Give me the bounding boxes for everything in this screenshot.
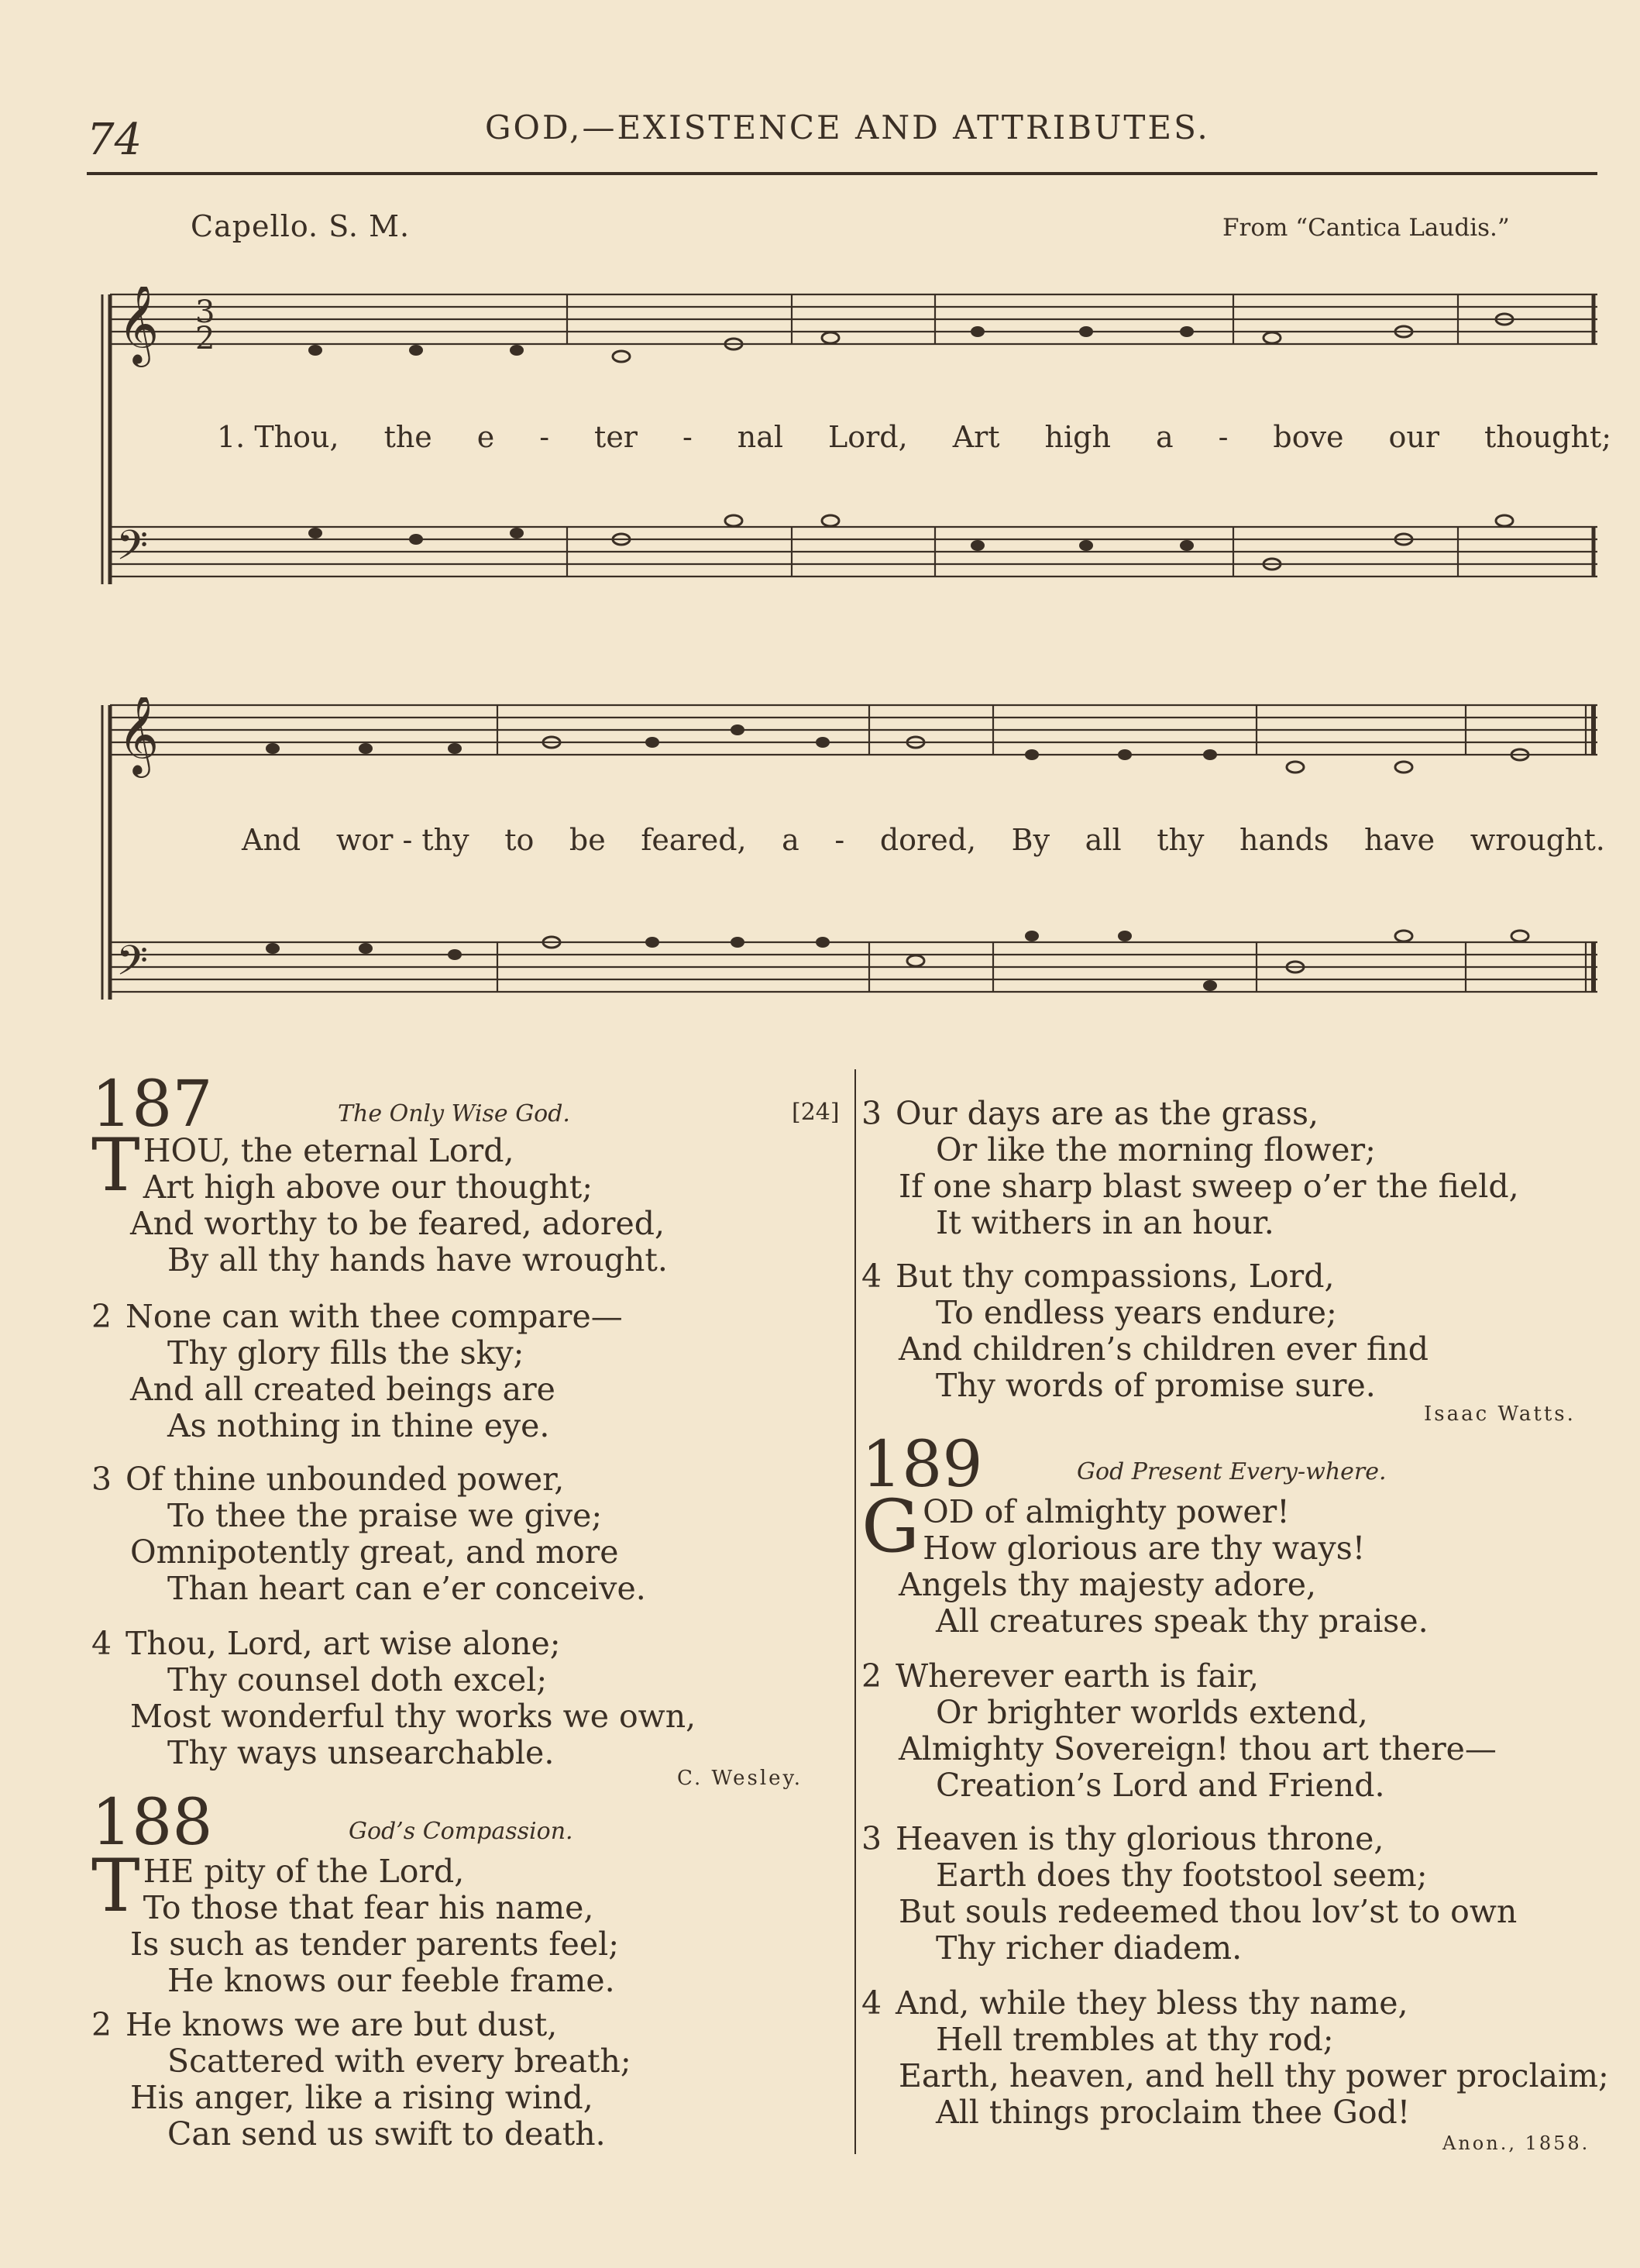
stanza-number: 4 — [861, 1984, 882, 2022]
lyric-syllable: thy — [1157, 823, 1205, 857]
bass-notes-1 — [308, 515, 1513, 570]
tune-meter: S. M. — [328, 209, 411, 243]
verse-line: If one sharp blast sweep o’er the field, — [899, 1168, 1519, 1205]
verse-line: Than heart can e’er conceive. — [167, 1570, 646, 1607]
bass-clef-icon: 𝄢 — [116, 938, 149, 995]
lyric-syllable: Art — [952, 420, 1000, 454]
verse-line: By all thy hands have wrought. — [167, 1241, 668, 1279]
stanza-number: 3 — [861, 1095, 882, 1132]
verse-line: But souls redeemed thou lov’st to own — [899, 1893, 1518, 1930]
lyric-syllable: wrought. — [1470, 823, 1605, 857]
lyric-syllable: e — [476, 420, 495, 454]
time-signature-3: 3 — [195, 294, 215, 330]
hymn-title: God’s Compassion. — [349, 1818, 573, 1845]
lyric-syllable: - — [682, 420, 693, 454]
verse-line: Art high above our thought; — [143, 1168, 593, 1206]
lyric-syllable: a — [782, 823, 799, 857]
verse-line: It withers in an hour. — [936, 1204, 1274, 1241]
lyric-syllable: nal — [737, 420, 784, 454]
stanza-number: 3 — [91, 1461, 112, 1498]
music-staves-2 — [87, 697, 1597, 1023]
lyric-syllable: to — [504, 823, 535, 857]
verse-line: All things proclaim thee God! — [936, 2094, 1411, 2131]
verse-line: Scattered with every breath; — [167, 2043, 631, 2080]
tune-name: Capello. — [191, 209, 319, 243]
lyric-syllable: wor - thy — [335, 823, 469, 857]
lyric-syllable: bove — [1273, 420, 1344, 454]
verse-line: Thou, Lord, art wise alone; — [125, 1625, 561, 1662]
verse-line: Or like the morning flower; — [936, 1131, 1376, 1168]
hymn-title: The Only Wise God. — [338, 1100, 570, 1127]
verse-line: Most wonderful thy works we own, — [130, 1698, 696, 1735]
verse-line: Our days are as the grass, — [896, 1095, 1319, 1132]
stanza-number: 4 — [861, 1258, 882, 1295]
verse-line: Hell trembles at thy rod; — [936, 2021, 1334, 2058]
lyric-syllable: Lord, — [828, 420, 908, 454]
lyric-syllable: - — [539, 420, 550, 454]
hymn-189-stanza-3 — [861, 1821, 1517, 1967]
lyric-syllable: By — [1011, 823, 1050, 857]
hymn-188-stanza-3 — [861, 1096, 1519, 1241]
verse-line: How glorious are thy ways! — [923, 1530, 1366, 1567]
verse-line: HOU, the eternal Lord, — [143, 1132, 514, 1169]
verse-line: Or brighter worlds extend, — [936, 1694, 1368, 1731]
hymn-author: C. Wesley. — [677, 1767, 803, 1790]
hymn-title: God Present Every-where. — [1077, 1458, 1387, 1485]
lyric-syllable: our — [1388, 420, 1440, 454]
stanza-number: 2 — [91, 2006, 112, 2043]
stanza-number: 3 — [861, 1820, 882, 1857]
lyric-syllable: have — [1364, 823, 1435, 857]
hymn-number: 189 — [861, 1428, 983, 1502]
header-rule — [87, 172, 1597, 175]
verse-line: His anger, like a rising wind, — [130, 2079, 593, 2116]
drop-cap: T — [91, 1844, 140, 1929]
verse-line: Omnipotently great, and more — [130, 1533, 619, 1571]
drop-cap: T — [91, 1124, 140, 1208]
hymn-187-stanza-4 — [91, 1626, 696, 1771]
lyric-syllable: all — [1085, 823, 1122, 857]
lyric-syllable: - — [1218, 420, 1229, 454]
verse-line: To those that fear his name, — [143, 1889, 594, 1926]
hymn-188-stanza-4 — [861, 1258, 1429, 1404]
verse-line: But thy compassions, Lord, — [896, 1258, 1335, 1295]
verse-line: Can send us swift to death. — [167, 2115, 606, 2153]
verse-line: Of thine unbounded power, — [125, 1461, 565, 1498]
lyric-syllable: hands — [1239, 823, 1329, 857]
hymn-meter: [24] — [792, 1099, 840, 1126]
verse-line: Angels thy majesty adore, — [899, 1566, 1317, 1603]
bass-staff-2 — [110, 942, 1597, 992]
verse-line: Earth, heaven, and hell thy power proclaim; — [899, 2057, 1609, 2094]
verse-line: Is such as tender parents feel; — [130, 1926, 620, 1963]
verse-line: Thy glory fills the sky; — [167, 1334, 524, 1371]
column-divider — [854, 1069, 856, 2154]
hymn-188-stanza-2 — [91, 2007, 631, 2153]
bass-notes-2 — [266, 931, 1528, 991]
tune-source: From “Cantica Laudis.” — [1222, 214, 1510, 242]
hymn-188-stanza-1 — [91, 1844, 620, 1999]
treble-notes-1 — [308, 314, 1513, 362]
verse-line: Wherever earth is fair, — [896, 1657, 1259, 1695]
lyric-syllable: 1. Thou, — [217, 420, 339, 454]
verse-line: And all created beings are — [130, 1371, 555, 1408]
lyrics-line-2 — [242, 823, 1605, 857]
verse-line: Thy words of promise sure. — [936, 1367, 1376, 1404]
verse-line: Thy counsel doth excel; — [167, 1661, 548, 1698]
stanza-number: 2 — [91, 1298, 112, 1335]
hymn-number: 187 — [91, 1068, 213, 1141]
music-staves-1 — [87, 287, 1597, 628]
verse-line: And, while they bless thy name, — [896, 1984, 1408, 2022]
verse-line: And children’s children ever find — [899, 1330, 1429, 1368]
verse-line: He knows we are but dust, — [125, 2006, 558, 2043]
hymn-number: 188 — [91, 1786, 213, 1860]
treble-clef-icon: 𝄞 — [118, 287, 160, 364]
lyric-syllable: feared, — [641, 823, 747, 857]
lyric-syllable: - — [834, 823, 845, 857]
music-system-2 — [87, 697, 1605, 1023]
tune-heading — [191, 209, 410, 243]
hymn-187-stanza-1 — [91, 1124, 668, 1279]
verse-line: He knows our feeble frame. — [167, 1962, 615, 1999]
verse-line: Heaven is thy glorious throne, — [896, 1820, 1384, 1857]
verse-line: HE pity of the Lord, — [143, 1853, 465, 1890]
stanza-number: 2 — [861, 1657, 882, 1695]
hymn-author: Anon., 1858. — [1442, 2132, 1590, 2154]
verse-line: None can with thee compare— — [125, 1298, 623, 1335]
lyric-syllable: a — [1155, 420, 1174, 454]
time-signature-2: 2 — [195, 321, 215, 356]
verse-line: Thy ways unsearchable. — [167, 1734, 555, 1771]
verse-line: Creation’s Lord and Friend. — [936, 1767, 1385, 1804]
lyric-syllable: thought; — [1484, 420, 1611, 454]
lyric-syllable: be — [569, 823, 606, 857]
lyrics-line-1 — [217, 420, 1611, 454]
verse-line: And worthy to be feared, adored, — [130, 1205, 665, 1242]
verse-line: To thee the praise we give; — [167, 1497, 603, 1534]
page-number: 74 — [87, 115, 143, 165]
verse-line: All creatures speak thy praise. — [936, 1602, 1429, 1640]
verse-line: Thy richer diadem. — [936, 1929, 1243, 1967]
stanza-number: 4 — [91, 1625, 112, 1662]
verse-line: To endless years endure; — [936, 1294, 1337, 1331]
hymn-189-stanza-2 — [861, 1658, 1497, 1804]
bass-clef-icon: 𝄢 — [116, 522, 149, 580]
lyric-syllable: dored, — [879, 823, 977, 857]
running-header: GOD,—EXISTENCE AND ATTRIBUTES. — [485, 108, 1210, 146]
verse-line: OD of almighty power! — [923, 1493, 1290, 1530]
verse-line: Earth does thy footstool seem; — [936, 1857, 1428, 1894]
lyric-syllable: high — [1044, 420, 1111, 454]
treble-clef-icon: 𝄞 — [118, 697, 160, 775]
treble-notes-2 — [266, 724, 1528, 773]
verse-line: As nothing in thine eye. — [167, 1407, 550, 1444]
hymn-187-stanza-3 — [91, 1461, 646, 1607]
hymn-187-stanza-2 — [91, 1299, 623, 1444]
drop-cap: G — [861, 1485, 920, 1569]
lyric-syllable: ter — [594, 420, 638, 454]
lyric-syllable: the — [383, 420, 432, 454]
hymn-189-stanza-4 — [861, 1985, 1609, 2131]
hymn-author: Isaac Watts. — [1424, 1402, 1576, 1426]
hymn-189-stanza-1 — [861, 1485, 1429, 1640]
bass-staff-1 — [110, 527, 1597, 576]
music-system-1 — [87, 287, 1611, 628]
lyric-syllable: And — [242, 823, 301, 857]
verse-line: Almighty Sovereign! thou art there— — [899, 1730, 1497, 1767]
